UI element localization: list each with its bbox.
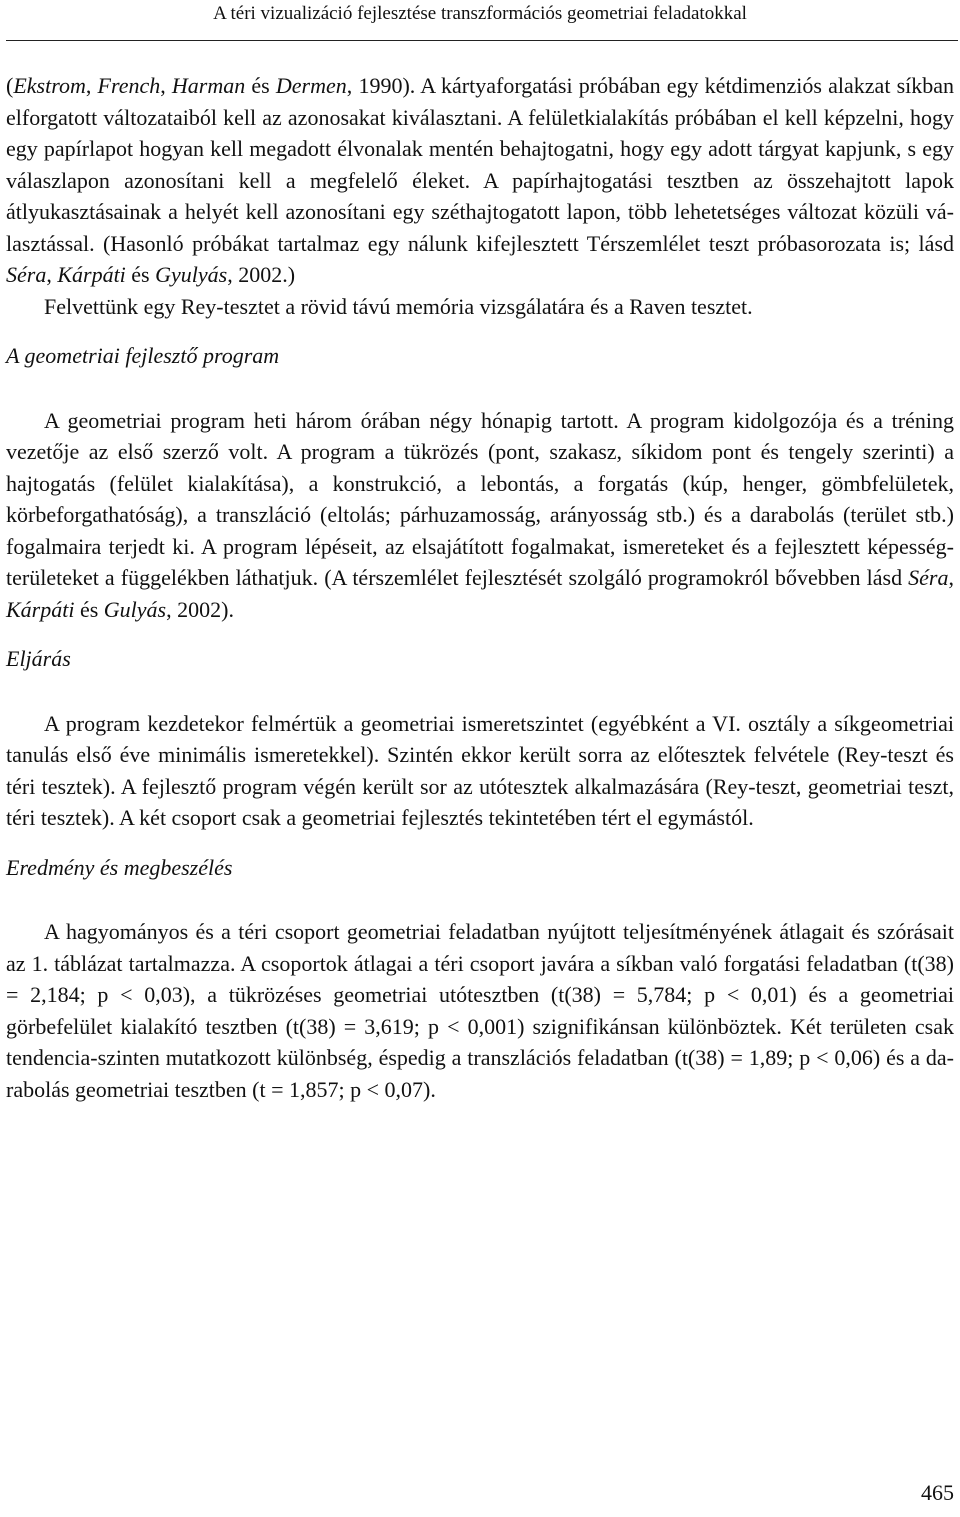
section-heading-program: A geometriai fejlesztő program [6, 343, 280, 368]
author-name: French [97, 73, 161, 98]
section-heading-procedure: Eljárás [6, 646, 71, 671]
paragraph-results: A hagyományos és a téri csoport geometriai feladatban nyújtott teljesítményének átlagait és szórásait az 1. táblázat tartalmazza. A csoportok átlagai a téri csoport javára a síkban való forgatási feladatban (t(38) = 2,184; p < 0,03), a tükrözéses geometriai utótesztben (t(38) = 5,784; p < 0,01) és a geometriai görbefelület kialakító tesztben (t(38) = 3,619; p < 0,001) szignifikánsan különböztek. Két területen csak tendencia-szinten mutatkozott különbség, éspedig a transzlációs feladatban (t(38) = 1,89; p < 0,06) és a darabolás geometriai tesztben (t = 1,857; p < 0,07). [6, 919, 954, 1102]
paragraph-rey-raven: Felvettünk egy Rey-tesztet a rövid távú memória vizsgálatára és a Raven tesztet. [44, 293, 753, 319]
author-name: Séra [6, 262, 47, 287]
page-number: 465 [921, 1480, 954, 1505]
paragraph-procedure: A program kezdetekor felmértük a geometriai ismeretszintet (egyébként a VI. osztály a síkgeometriai tanulás első éve minimális ismeretekkel). Szintén ekkor került sorra az előtesztek felvétele (Rey-teszt és téri tesztek). A fejlesztő program végén került sor az utótesztek alkalmazására (Rey-teszt, geometriai teszt, téri tesztek). A két csoport csak a geometriai fejlesztés tekintetében tért el egymástól. [6, 710, 954, 830]
author-name: Ekstrom [13, 73, 86, 98]
author-name: Dermen [275, 73, 347, 98]
author-name: Kárpáti [6, 596, 75, 622]
paragraph-test-descriptions: (Ekstrom, French, Harman és Dermen, 1990). A kártyaforgatási próbában egy kétdimenziós alakzat síkban elforgatott változataiból kell az azonosakat kiválasztani. A felületkialakítás próbában el kell képzelni, hogy egy papírlapot hogyan kell megadott élvonalak mentén behajtogatni, hogy egy adott tárgyat kapjunk, s egy válaszlapon azonosítani kell a megfelelő éleket. A papírhajtogatási tesztben az összehajtott lapok átlyukasztásainak a helyét kell azonosítani egy széthajtogatott lapon, több lehetetséges változat közüli választással. (Hasonló próbákat tartalmaz egy nálunk kifejlesztett Térszemlélet teszt próbasorozata is; lásd Séra, Kárpáti és Gyulyás, 2002.) [6, 73, 955, 287]
author-name: Gulyás [103, 596, 167, 622]
paragraph-program: A geometriai program heti három órában négy hónapig tartott. A program kidolgozója és a tréning vezetője az első szerző volt. A program a tükrözés (pont, szakasz, síkidom pont és tengely szerinti) a hajtogatás (felület kialakítása), a konstrukció, a lebontás, a forgatás (kúp, henger, gömbfelületek, körbeforgathatóság), a transzláció (eltolás; párhuzamosság, arányosság stb.) és a darabolás (terület stb.) fogalmaira terjedt ki. A program lépéseit, az elsajátított fogalmakat, ismereteket és a fejlesztett képesség-területeket a függelékben láthatjuk. (A térszemlélet fejlesztését szolgáló programokról bővebben lásd Séra, Kárpáti és Gulyás, 2002). [6, 407, 954, 622]
author-name: Séra [908, 565, 949, 590]
header-rule [6, 40, 958, 41]
author-name: Harman [171, 73, 246, 98]
running-head: A téri vizualizáció fejlesztése transzformációs geometriai feladatokkal [213, 3, 747, 24]
page-body [6, 70, 954, 1105]
author-name: Gyulyás [155, 262, 228, 287]
author-name: Kárpáti [57, 262, 126, 287]
section-heading-results: Eredmény és megbeszélés [6, 854, 233, 880]
